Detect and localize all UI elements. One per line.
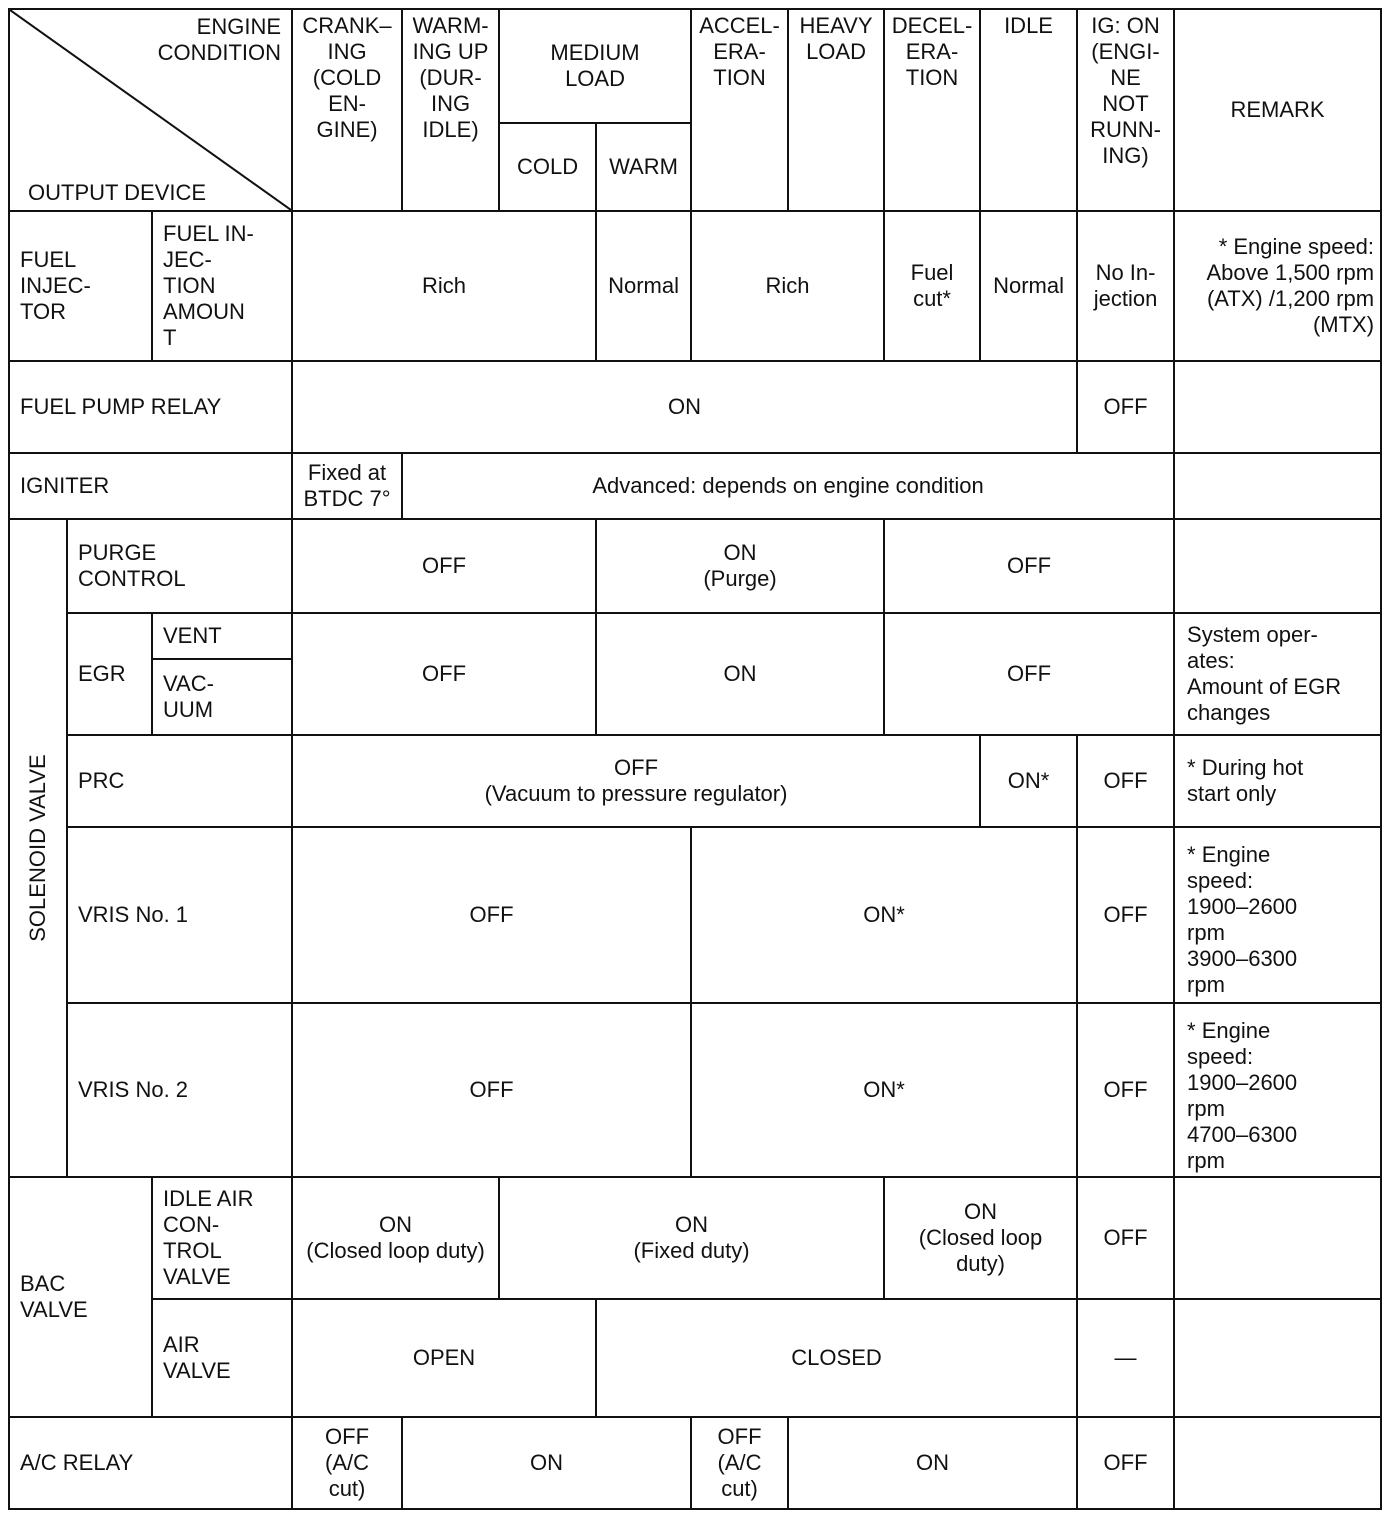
output-device-label: OUTPUT DEVICE [28,180,207,205]
purge-off-cell: OFF [292,519,596,613]
header-deceleration: DECEL- ERA- TION [884,9,980,211]
vris2-off-cell-2: OFF [1077,1003,1174,1177]
vris2-off-cell: OFF [292,1003,691,1177]
fuel-pump-relay-label: FUEL PUMP RELAY [9,361,292,453]
solenoid-valve-label: SOLENOID VALVE [25,754,50,942]
idle-air-control-label: IDLE AIR CON- TROL VALVE [152,1177,292,1299]
egr-vent-label: VENT [152,613,292,659]
igniter-advanced-cell: Advanced: depends on engine condition [402,453,1174,519]
purge-remark [1174,519,1381,613]
egr-off-cell: OFF [292,613,596,735]
fuel-normal-cell: Normal [596,211,691,361]
fuel-rich-cell: Rich [292,211,596,361]
output-device-table [8,8,1382,1510]
header-ig-on: IG: ON (ENGI- NE NOT RUNN- ING) [1077,9,1174,211]
prc-label: PRC [67,735,292,827]
fuel-rich-accel-cell: Rich [691,211,884,361]
vris2-label: VRIS No. 2 [67,1003,292,1177]
ac-on-cell: ON [402,1417,691,1509]
purge-off-cell-2: OFF [884,519,1174,613]
bac-valve-label: BAC VALVE [9,1177,152,1417]
fuel-no-injection-cell: No In- jection [1077,211,1174,361]
prc-off-cell: OFF (Vacuum to pressure regulator) [292,735,980,827]
header-warm: WARM [596,123,691,211]
vris1-off-cell-2: OFF [1077,827,1174,1003]
vris2-on-cell: ON* [691,1003,1077,1177]
egr-remark: System oper- ates: Amount of EGR changes [1174,613,1381,735]
prc-on-cell: ON* [980,735,1077,827]
header-corner-cell [9,9,292,211]
idle-air-closed-loop-cell-2: ON (Closed loop duty) [884,1177,1077,1299]
egr-on-cell: ON [596,613,884,735]
egr-off-cell-2: OFF [884,613,1174,735]
idle-air-off-cell: OFF [1077,1177,1174,1299]
fuel-pump-remark [1174,361,1381,453]
air-valve-remark [1174,1299,1381,1417]
ac-off-cell: OFF [1077,1417,1174,1509]
igniter-remark [1174,453,1381,519]
header-warming-up: WARM- ING UP (DUR- ING IDLE) [402,9,499,211]
vris2-remark: * Engine speed: 1900–2600 rpm 4700–6300 rpm [1174,1003,1381,1177]
header-medium-load: MEDIUM LOAD [499,9,691,123]
vris1-remark: * Engine speed: 1900–2600 rpm 3900–6300 rpm [1174,827,1381,1003]
solenoid-valve-group [9,519,67,1177]
vris1-off-cell: OFF [292,827,691,1003]
engine-condition-label: ENGINE CONDITION [157,14,282,65]
idle-air-fixed-duty-cell: ON (Fixed duty) [499,1177,884,1299]
igniter-fixed-cell: Fixed at BTDC 7° [292,453,402,519]
air-valve-open-cell: OPEN [292,1299,596,1417]
air-valve-closed-cell: CLOSED [596,1299,1077,1417]
purge-on-cell: ON (Purge) [596,519,884,613]
header-cranking: CRANK– ING (COLD EN- GINE) [292,9,402,211]
ac-off-cut-cell: OFF (A/C cut) [292,1417,402,1509]
air-valve-label: AIR VALVE [152,1299,292,1417]
vris1-on-cell: ON* [691,827,1077,1003]
fuel-normal-idle-cell: Normal [980,211,1077,361]
prc-remark: * During hot start only [1174,735,1381,827]
idle-air-closed-loop-cell: ON (Closed loop duty) [292,1177,499,1299]
ac-off-cut-cell-2: OFF (A/C cut) [691,1417,788,1509]
fuel-cut-cell: Fuel cut* [884,211,980,361]
header-remark: REMARK [1174,9,1381,211]
purge-control-label: PURGE CONTROL [67,519,292,613]
vris1-label: VRIS No. 1 [67,827,292,1003]
fuel-pump-off-cell: OFF [1077,361,1174,453]
fuel-injector-label: FUEL INJEC- TOR [9,211,152,361]
egr-vacuum-label: VAC- UUM [152,659,292,735]
header-idle: IDLE [980,9,1077,211]
fuel-pump-on-cell: ON [292,361,1077,453]
igniter-label: IGNITER [9,453,292,519]
ac-on-cell-2: ON [788,1417,1077,1509]
air-valve-dash-cell: — [1077,1299,1174,1417]
prc-off-cell-2: OFF [1077,735,1174,827]
egr-label: EGR [67,613,152,735]
header-acceleration: ACCEL- ERA- TION [691,9,788,211]
fuel-injector-remark: * Engine speed: Above 1,500 rpm (ATX) /1,200 rpm (MTX) [1174,211,1381,361]
ac-relay-label: A/C RELAY [9,1417,292,1509]
header-cold: COLD [499,123,596,211]
idle-air-remark [1174,1177,1381,1299]
ac-relay-remark [1174,1417,1381,1509]
header-heavy-load: HEAVY LOAD [788,9,884,211]
fuel-injection-amount-label: FUEL IN- JEC- TION AMOUN T [152,211,292,361]
